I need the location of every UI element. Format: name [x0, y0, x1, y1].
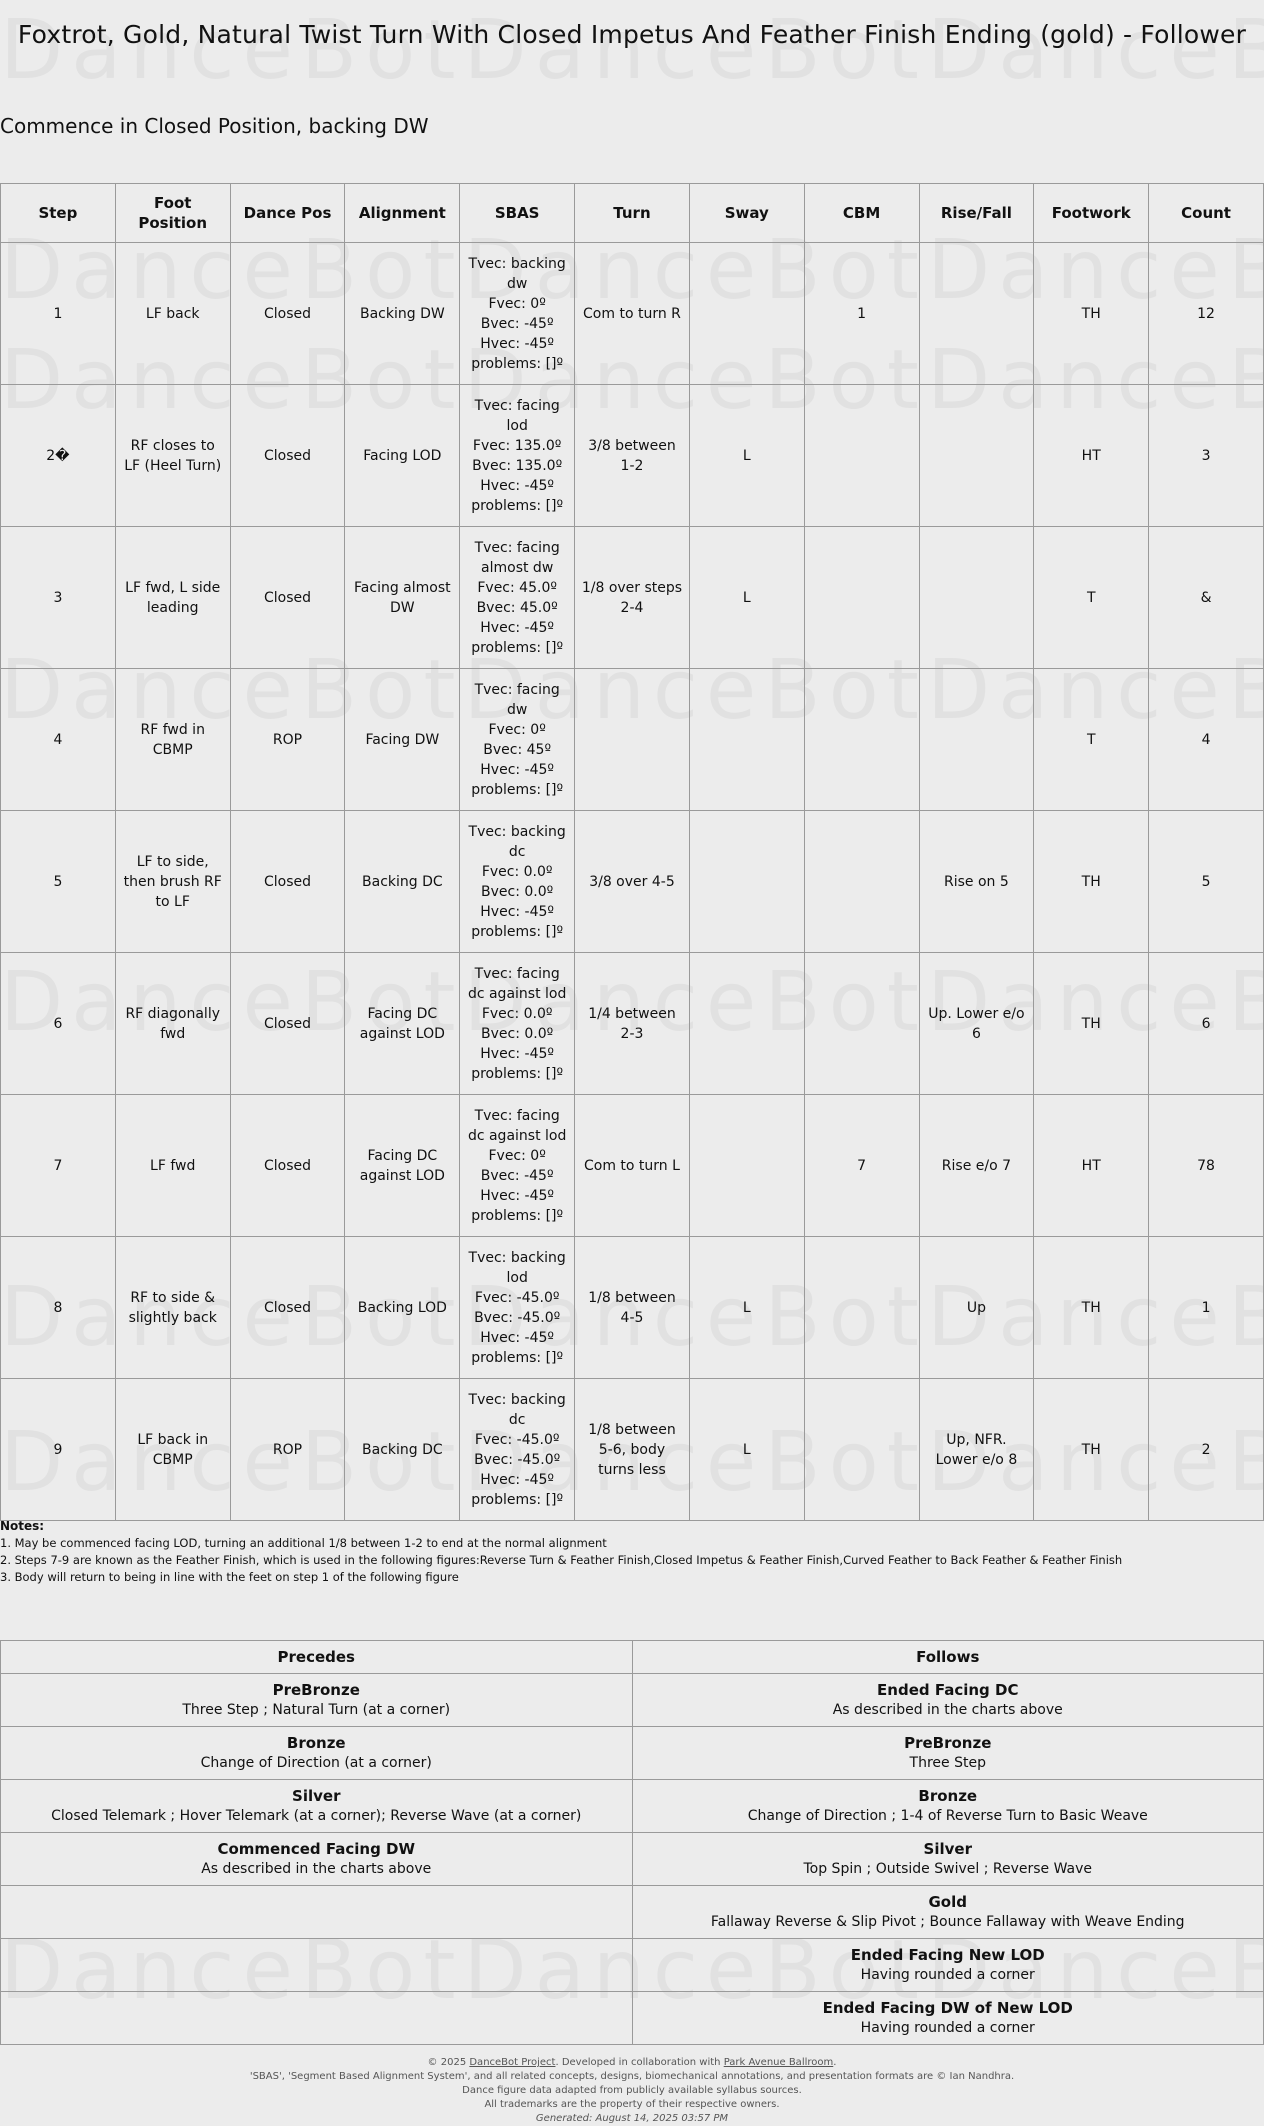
- foot-position-cell: RF fwd in CBMP: [115, 669, 230, 811]
- cbm-cell: 7: [804, 1095, 919, 1237]
- cbm-cell: [804, 527, 919, 669]
- sbas-cell: [460, 243, 575, 385]
- count-cell: 1: [1149, 1237, 1264, 1379]
- sbas-line: Fvec: 0.0º: [481, 863, 553, 880]
- sbas-cell: [460, 1095, 575, 1237]
- sbas-line: Hvec: -45º: [480, 761, 555, 778]
- column-header: Count: [1149, 184, 1264, 243]
- dance-pos-cell: Closed: [230, 811, 345, 953]
- sbas-line: Tvec: backing dc: [468, 1391, 566, 1428]
- dance-pos-cell: Closed: [230, 385, 345, 527]
- count-cell: 4: [1149, 669, 1264, 811]
- turn-cell: 1/8 between 5-6, body turns less: [575, 1379, 690, 1521]
- precedes-cell: [1, 1992, 633, 2045]
- trademark-notice: All trademarks are the property of their respective owners.: [484, 2099, 780, 2110]
- column-header: SBAS: [460, 184, 575, 243]
- sbas-line: problems: []º: [471, 1349, 564, 1366]
- relation-row: [1, 1727, 1264, 1780]
- level-label: Commenced Facing DW: [217, 1840, 416, 1858]
- precedes-header: Precedes: [1, 1641, 633, 1674]
- table-row: [1, 527, 1264, 669]
- sbas-line: Fvec: 45.0º: [477, 579, 557, 596]
- copyright-text: © 2025: [427, 2057, 470, 2068]
- alignment-cell: Facing DC against LOD: [345, 1095, 460, 1237]
- sbas-line: problems: []º: [471, 1065, 564, 1082]
- sbas-line: problems: []º: [471, 497, 564, 514]
- follows-cell: [632, 1727, 1264, 1780]
- level-label: Gold: [928, 1893, 967, 1911]
- footwork-cell: TH: [1034, 243, 1149, 385]
- sbas-line: Tvec: facing lod: [474, 397, 560, 434]
- step-cell: 4: [1, 669, 116, 811]
- alignment-cell: Backing DW: [345, 243, 460, 385]
- step-cell: 2�: [1, 385, 116, 527]
- column-header: Dance Pos: [230, 184, 345, 243]
- follows-cell: [632, 1780, 1264, 1833]
- alignment-cell: Backing DC: [345, 1379, 460, 1521]
- cbm-cell: [804, 1237, 919, 1379]
- foot-position-cell: LF fwd: [115, 1095, 230, 1237]
- level-label: Silver: [292, 1787, 341, 1805]
- data-source-notice: Dance figure data adapted from publicly available syllabus sources.: [462, 2085, 802, 2096]
- figure-list: Three Step: [909, 1755, 986, 1771]
- table-row: [1, 953, 1264, 1095]
- sbas-line: problems: []º: [471, 639, 564, 656]
- sbas-line: problems: []º: [471, 1491, 564, 1508]
- alignment-cell: Facing almost DW: [345, 527, 460, 669]
- rise-fall-cell: [919, 385, 1034, 527]
- precedes-cell: [1, 1833, 633, 1886]
- table-row: [1, 811, 1264, 953]
- level-label: Silver: [923, 1840, 972, 1858]
- sbas-line: problems: []º: [471, 781, 564, 798]
- sbas-line: Tvec: backing lod: [468, 1249, 566, 1286]
- rise-fall-cell: Rise on 5: [919, 811, 1034, 953]
- table-header-row: [1, 184, 1264, 243]
- precedes-cell: [1, 1939, 633, 1992]
- foot-position-cell: RF to side & slightly back: [115, 1237, 230, 1379]
- table-row: [1, 1379, 1264, 1521]
- turn-cell: 3/8 between 1-2: [575, 385, 690, 527]
- table-row: [1, 1237, 1264, 1379]
- precedes-follows-table: [0, 1640, 1264, 2045]
- sbas-cell: [460, 385, 575, 527]
- sbas-line: Bvec: 45.0º: [476, 599, 558, 616]
- cbm-cell: 1: [804, 243, 919, 385]
- sway-cell: L: [689, 527, 804, 669]
- foot-position-cell: RF closes to LF (Heel Turn): [115, 385, 230, 527]
- sbas-line: Hvec: -45º: [480, 1187, 555, 1204]
- sbas-line: Hvec: -45º: [480, 619, 555, 636]
- count-cell: 5: [1149, 811, 1264, 953]
- footwork-cell: TH: [1034, 953, 1149, 1095]
- count-cell: 6: [1149, 953, 1264, 1095]
- count-cell: 78: [1149, 1095, 1264, 1237]
- relation-row: [1, 1780, 1264, 1833]
- note-item: 3. Body will return to being in line with the feet on step 1 of the following figure: [0, 1570, 459, 1584]
- sbas-cell: [460, 953, 575, 1095]
- rise-fall-cell: [919, 527, 1034, 669]
- cbm-cell: [804, 811, 919, 953]
- sbas-cell: [460, 527, 575, 669]
- follows-cell: [632, 1992, 1264, 2045]
- steps-table: [0, 183, 1264, 1521]
- commence-position: Commence in Closed Position, backing DW: [0, 114, 429, 138]
- table-row: [1, 669, 1264, 811]
- step-cell: 1: [1, 243, 116, 385]
- sbas-line: Bvec: 0.0º: [481, 883, 554, 900]
- rise-fall-cell: [919, 243, 1034, 385]
- dance-pos-cell: Closed: [230, 1095, 345, 1237]
- follows-cell: [632, 1674, 1264, 1727]
- copyright-end: .: [833, 2057, 837, 2068]
- sway-cell: L: [689, 1379, 804, 1521]
- sway-cell: [689, 811, 804, 953]
- sbas-line: Tvec: backing dw: [468, 255, 566, 292]
- sway-cell: L: [689, 1237, 804, 1379]
- dance-pos-cell: ROP: [230, 669, 345, 811]
- sway-cell: L: [689, 385, 804, 527]
- figure-list: As described in the charts above: [201, 1861, 432, 1877]
- relation-row: [1, 1992, 1264, 2045]
- sway-cell: [689, 953, 804, 1095]
- sway-cell: [689, 1095, 804, 1237]
- cbm-cell: [804, 385, 919, 527]
- turn-cell: Com to turn L: [575, 1095, 690, 1237]
- turn-cell: 3/8 over 4-5: [575, 811, 690, 953]
- follows-cell: [632, 1833, 1264, 1886]
- alignment-cell: Backing DC: [345, 811, 460, 953]
- level-label: Ended Facing DW of New LOD: [822, 1999, 1073, 2017]
- footwork-cell: TH: [1034, 811, 1149, 953]
- collab-text: . Developed in collaboration with: [555, 2057, 724, 2068]
- sbas-line: Hvec: -45º: [480, 477, 555, 494]
- footwork-cell: HT: [1034, 385, 1149, 527]
- sbas-line: problems: []º: [471, 1207, 564, 1224]
- rise-fall-cell: [919, 669, 1034, 811]
- figure-list: As described in the charts above: [832, 1702, 1063, 1718]
- foot-position-cell: RF diagonally fwd: [115, 953, 230, 1095]
- sway-cell: [689, 669, 804, 811]
- figure-list: Having rounded a corner: [860, 1967, 1035, 1983]
- figure-list: Change of Direction ; 1-4 of Reverse Turn to Basic Weave: [747, 1808, 1148, 1824]
- precedes-cell: [1, 1674, 633, 1727]
- column-header: Footwork: [1034, 184, 1149, 243]
- sbas-line: Bvec: 135.0º: [472, 457, 563, 474]
- level-label: Ended Facing DC: [877, 1681, 1019, 1699]
- notes-label: Notes:: [0, 1519, 45, 1533]
- foot-position-cell: LF back: [115, 243, 230, 385]
- sbas-line: Hvec: -45º: [480, 1471, 555, 1488]
- step-cell: 6: [1, 953, 116, 1095]
- table-row: [1, 385, 1264, 527]
- sbas-line: problems: []º: [471, 923, 564, 940]
- level-label: PreBronze: [272, 1681, 360, 1699]
- sbas-line: Tvec: facing dw: [474, 681, 560, 718]
- count-cell: 3: [1149, 385, 1264, 527]
- sbas-line: Bvec: -45.0º: [474, 1451, 561, 1468]
- step-cell: 7: [1, 1095, 116, 1237]
- sbas-line: Hvec: -45º: [480, 335, 555, 352]
- figure-list: Top Spin ; Outside Swivel ; Reverse Wave: [803, 1861, 1093, 1877]
- step-cell: 5: [1, 811, 116, 953]
- column-header: Turn: [575, 184, 690, 243]
- footwork-cell: HT: [1034, 1095, 1149, 1237]
- sway-cell: [689, 243, 804, 385]
- relation-row: [1, 1886, 1264, 1939]
- footwork-cell: TH: [1034, 1379, 1149, 1521]
- sbas-line: Hvec: -45º: [480, 903, 555, 920]
- footwork-cell: TH: [1034, 1237, 1149, 1379]
- foot-position-cell: LF fwd, L side leading: [115, 527, 230, 669]
- precedes-cell: [1, 1780, 633, 1833]
- relations-header-row: [1, 1641, 1264, 1674]
- follows-cell: [632, 1886, 1264, 1939]
- table-row: [1, 243, 1264, 385]
- sbas-line: Fvec: -45.0º: [474, 1289, 560, 1306]
- follows-cell: [632, 1939, 1264, 1992]
- count-cell: 2: [1149, 1379, 1264, 1521]
- sbas-line: problems: []º: [471, 355, 564, 372]
- footwork-cell: T: [1034, 669, 1149, 811]
- relation-row: [1, 1833, 1264, 1886]
- sbas-line: Hvec: -45º: [480, 1329, 555, 1346]
- figure-list: Closed Telemark ; Hover Telemark (at a corner); Reverse Wave (at a corner): [51, 1808, 582, 1824]
- generated-timestamp: Generated: August 14, 2025 03:57 PM: [535, 2113, 729, 2124]
- column-header: Rise/Fall: [919, 184, 1034, 243]
- sbas-notice: 'SBAS', 'Segment Based Alignment System', and all related concepts, designs, biomechanical annotations, and presentation formats are © Ian Nandhra.: [249, 2071, 1015, 2082]
- sbas-line: Tvec: facing dc against lod: [467, 965, 567, 1002]
- dance-pos-cell: Closed: [230, 243, 345, 385]
- sbas-line: Tvec: facing dc against lod: [467, 1107, 567, 1144]
- dance-pos-cell: Closed: [230, 1237, 345, 1379]
- sbas-line: Fvec: 135.0º: [472, 437, 562, 454]
- column-header: Sway: [689, 184, 804, 243]
- relation-row: [1, 1939, 1264, 1992]
- cbm-cell: [804, 1379, 919, 1521]
- dance-pos-cell: Closed: [230, 953, 345, 1095]
- rise-fall-cell: Rise e/o 7: [919, 1095, 1034, 1237]
- sbas-line: Bvec: -45º: [480, 315, 554, 332]
- step-cell: 9: [1, 1379, 116, 1521]
- sbas-line: Bvec: -45º: [480, 1167, 554, 1184]
- alignment-cell: Facing DC against LOD: [345, 953, 460, 1095]
- figure-list: Three Step ; Natural Turn (at a corner): [182, 1702, 451, 1718]
- level-label: PreBronze: [904, 1734, 992, 1752]
- sbas-line: Tvec: facing almost dw: [474, 539, 560, 576]
- dancebot-project-link[interactable]: DanceBot Project: [469, 2057, 556, 2068]
- sbas-line: Fvec: 0º: [488, 1147, 546, 1164]
- figure-list: Change of Direction (at a corner): [200, 1755, 432, 1771]
- sbas-line: Bvec: -45.0º: [474, 1309, 561, 1326]
- level-label: Bronze: [918, 1787, 978, 1805]
- sbas-line: Bvec: 45º: [483, 741, 552, 758]
- note-item: 2. Steps 7-9 are known as the Feather Finish, which is used in the following figures:Reverse Turn & Feather Finish,Closed Impetus & Feather Finish,Curved Feather to Back Feather & Feather Finish: [0, 1553, 1123, 1567]
- rise-fall-cell: Up: [919, 1237, 1034, 1379]
- footer: [0, 2056, 1264, 2126]
- step-cell: 3: [1, 527, 116, 669]
- step-cell: 8: [1, 1237, 116, 1379]
- column-header: Alignment: [345, 184, 460, 243]
- precedes-cell: [1, 1727, 633, 1780]
- alignment-cell: Facing LOD: [345, 385, 460, 527]
- count-cell: &: [1149, 527, 1264, 669]
- copyright-line: [0, 2056, 1264, 2070]
- precedes-cell: [1, 1886, 633, 1939]
- sbas-cell: [460, 1237, 575, 1379]
- column-header: CBM: [804, 184, 919, 243]
- column-header: Step: [1, 184, 116, 243]
- rise-fall-cell: Up, NFR. Lower e/o 8: [919, 1379, 1034, 1521]
- foot-position-cell: LF back in CBMP: [115, 1379, 230, 1521]
- figure-list: Having rounded a corner: [860, 2020, 1035, 2036]
- footwork-cell: T: [1034, 527, 1149, 669]
- sbas-line: Tvec: backing dc: [468, 823, 566, 860]
- count-cell: 12: [1149, 243, 1264, 385]
- alignment-cell: Backing LOD: [345, 1237, 460, 1379]
- turn-cell: 1/4 between 2-3: [575, 953, 690, 1095]
- level-label: Bronze: [286, 1734, 346, 1752]
- park-avenue-ballroom-link[interactable]: Park Avenue Ballroom: [723, 2057, 834, 2068]
- relation-row: [1, 1674, 1264, 1727]
- figure-list: Fallaway Reverse & Slip Pivot ; Bounce Fallaway with Weave Ending: [710, 1914, 1185, 1930]
- foot-position-cell: LF to side, then brush RF to LF: [115, 811, 230, 953]
- turn-cell: [575, 669, 690, 811]
- table-row: [1, 1095, 1264, 1237]
- cbm-cell: [804, 669, 919, 811]
- sbas-cell: [460, 1379, 575, 1521]
- sbas-cell: [460, 811, 575, 953]
- dance-pos-cell: ROP: [230, 1379, 345, 1521]
- sbas-line: Fvec: 0º: [488, 295, 546, 312]
- dance-pos-cell: Closed: [230, 527, 345, 669]
- sbas-line: Bvec: 0.0º: [481, 1025, 554, 1042]
- column-header: Foot Position: [115, 184, 230, 243]
- sbas-line: Hvec: -45º: [480, 1045, 555, 1062]
- notes-section: [0, 1518, 1122, 1586]
- rise-fall-cell: Up. Lower e/o 6: [919, 953, 1034, 1095]
- cbm-cell: [804, 953, 919, 1095]
- alignment-cell: Facing DW: [345, 669, 460, 811]
- turn-cell: 1/8 between 4-5: [575, 1237, 690, 1379]
- turn-cell: Com to turn R: [575, 243, 690, 385]
- sbas-line: Fvec: 0.0º: [481, 1005, 553, 1022]
- sbas-cell: [460, 669, 575, 811]
- page-title: Foxtrot, Gold, Natural Twist Turn With Closed Impetus And Feather Finish Ending (gold) - Follower: [17, 20, 1247, 49]
- follows-header: Follows: [632, 1641, 1264, 1674]
- sbas-line: Fvec: -45.0º: [474, 1431, 560, 1448]
- turn-cell: 1/8 over steps 2-4: [575, 527, 690, 669]
- sbas-line: Fvec: 0º: [488, 721, 546, 738]
- note-item: 1. May be commenced facing LOD, turning an additional 1/8 between 1-2 to end at the normal alignment: [0, 1536, 607, 1550]
- level-label: Ended Facing New LOD: [850, 1946, 1045, 1964]
